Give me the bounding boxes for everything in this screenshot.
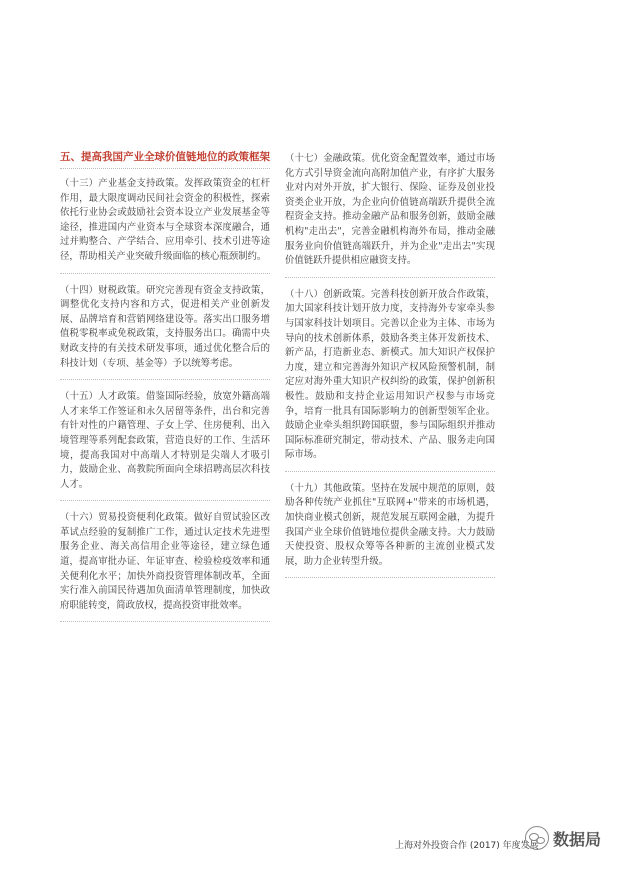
watermark-text: 数据局	[553, 829, 602, 849]
wechat-icon	[525, 826, 549, 850]
paragraph-16: （十六）贸易投资便利化政策。做好自贸试验区改革试点经验的复制推广工作，通过认定技术先进型服务企业、海关高信用企业等途径，建立绿色通道，提高审批办证、年证审查、检验检疫效率和通关便利化水平；加快外商投资管理体制改革，全面实行准入前国民待遇加负面清单管理制度，加快政府职能转变，简政放权，提高投资审批效率。	[60, 509, 270, 622]
left-column	[60, 150, 270, 630]
paragraph-15: （十五）人才政策。借鉴国际经验，放宽外籍高端人才来华工作签证和永久居留等条件，出台和完善有针对性的户籍管理、子女上学、住房便利、出入境管理等系列配套政策，营造良好的工作、生活环境，提高我国对中高端人才特别是尖端人才吸引力，鼓励企业、高教院所面向全球招聘高层次科技人才。	[60, 388, 270, 501]
paragraph-18: （十八）创新政策。完善科技创新开放合作政策，加大国家科技计划开放力度，支持海外专家牵头参与国家科技计划项目。完善以企业为主体、市场为导向的技术创新体系，鼓励各类主体开发新技术、新产品，打造新业态、新模式。加大知识产权保护力度，建立和完善海外知识产权风险预警机制，制定应对海外重大知识产权纠纷的政策，保护创新积极性。鼓励和支持企业运用知识产权参与市场竞争，培育一批具有国际影响力的创新型领军企业。鼓励企业牵头组织跨国联盟，参与国际组织并推动国际标准研究制定，带动技术、产品、服务走向国际市场。	[285, 286, 495, 472]
paragraph-14: （十四）财税政策。研究完善现有资金支持政策，调整优化支持内容和方式，促进相关产业创新发展、品牌培育和营销网络建设等。落实出口服务增值税零税率或免税政策，支持服务出口。确需中央财政支持的有关技术研发事项，通过优化整合后的科技计划（专项、基金等）予以统筹考虑。	[60, 282, 270, 381]
watermark	[525, 826, 601, 850]
paragraph-17: （十七）金融政策。优化资金配置效率，通过市场化方式引导资金流向高附加值产业，有序扩大服务业对内对外开放，扩大银行、保险、证券及创业投资类企业开放，为企业向价值链高端跃升提供全流程资金支持。推动金融产品和服务创新，鼓励金融机构"走出去"，完善金融机构海外布局，推动金融服务业向价值链高端跃升，并为企业"走出去"实现价值链跃升提供相应融资支持。	[285, 150, 495, 278]
paragraph-19: （十九）其他政策。坚持在发展中规范的原则，鼓励各种传统产业抓住"互联网+"带来的市场机遇，加快商业模式创新，规范发展互联网金融，为提升我国产业全球价值链地位提供金融支持。大力鼓励天使投资、股权众筹等各种新的主流创业模式发展，助力企业转型升级。	[285, 480, 495, 579]
section-heading: 五、提高我国产业全球价值链地位的政策框架	[60, 150, 270, 169]
right-column	[285, 150, 495, 586]
paragraph-13: （十三）产业基金支持政策。发挥政策资金的杠杆作用，最大限度调动民间社会资金的积极性，探索依托行业协会或鼓励社会资本设立产业发展基金等途径，推进国内产业资本与全球资本深度融合，通过并购整合、产学结合、应用牵引、技术引进等途径，帮助相关产业突破升级面临的核心瓶颈制约。	[60, 175, 270, 274]
page-footer: 上海对外投资合作 (2017) 年度发展	[395, 841, 539, 851]
